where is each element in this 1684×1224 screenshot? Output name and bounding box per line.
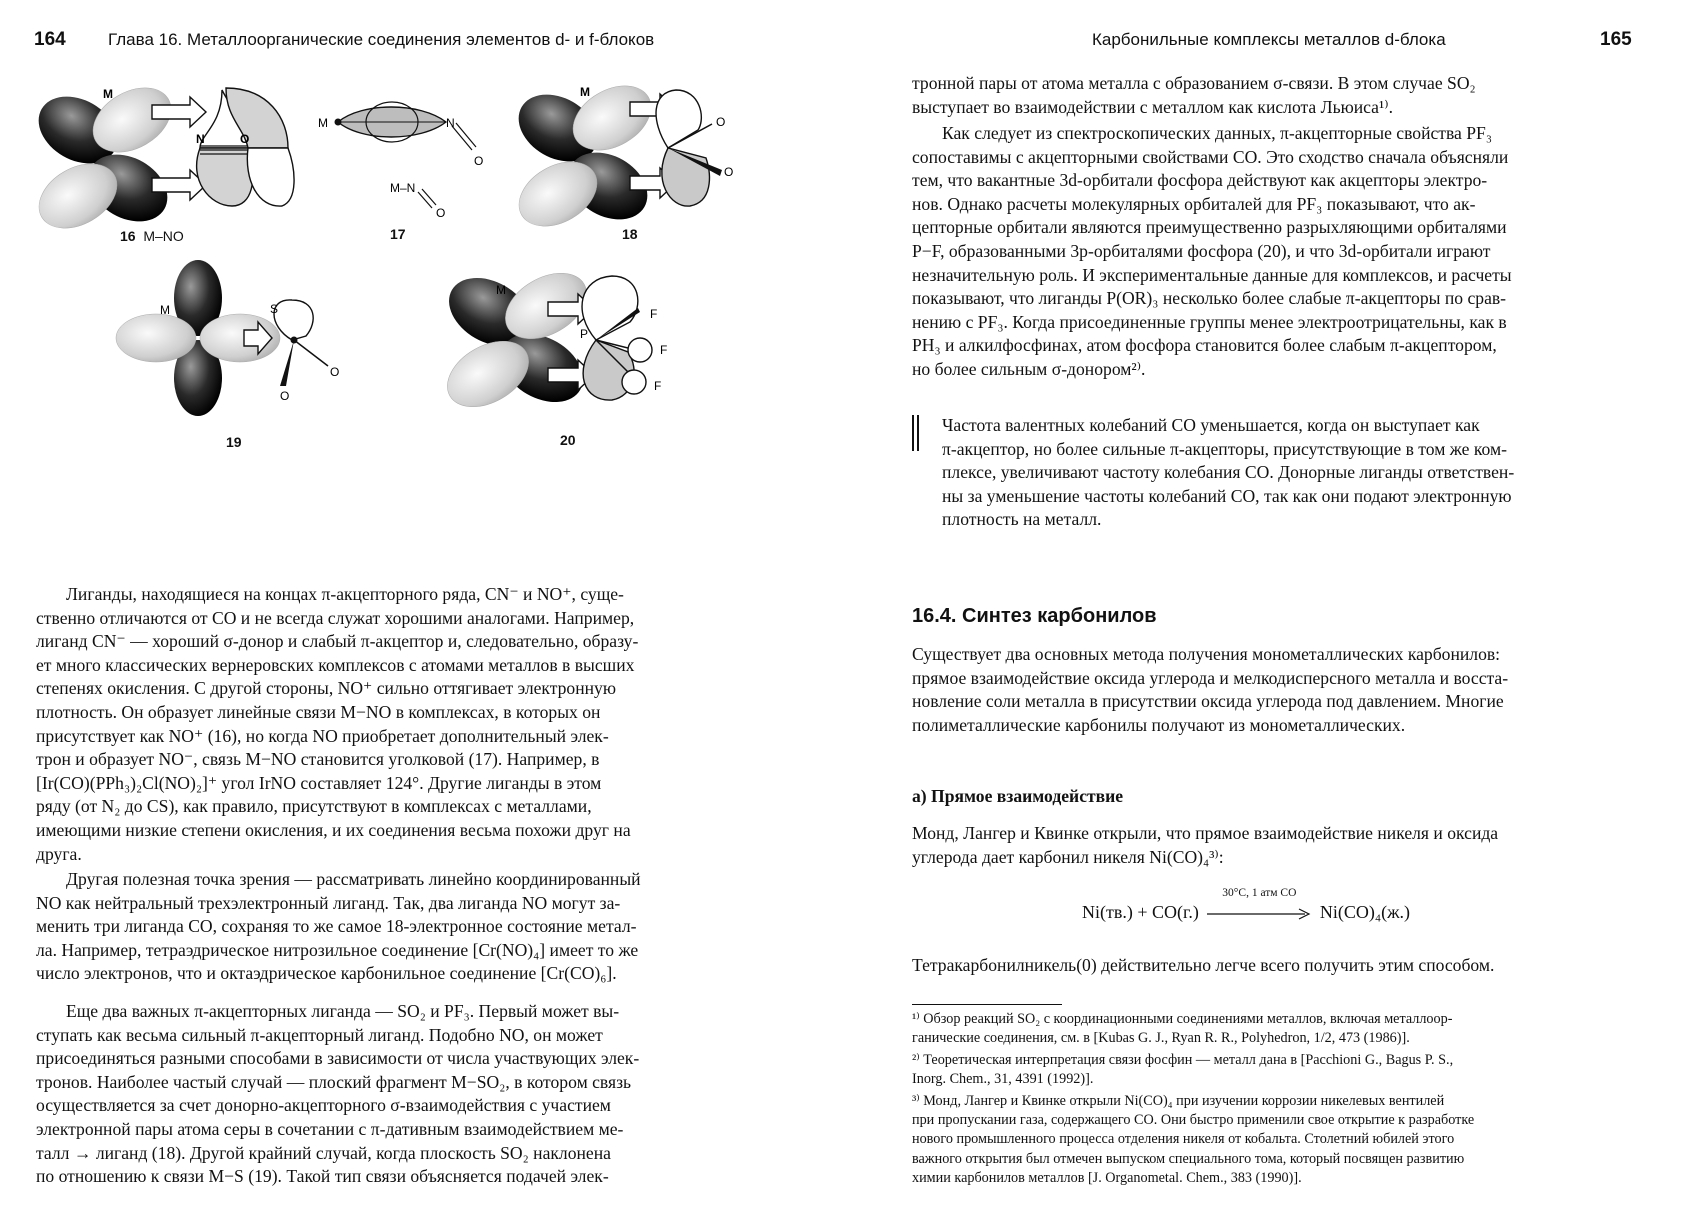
fig16-n-label: N [196,132,205,146]
text-line: присоединяться разными способами в зависимости от числа участвующих элек- [36,1048,640,1069]
fig18-o-label-2: O [724,165,734,179]
text-line: плотность. Он образует линейные связи M−NO в комплексах, в которых он [36,701,601,722]
reaction-arrow [1205,886,1313,925]
arrow-icon [1205,903,1313,925]
fig20-f-label-3: F [654,379,662,393]
footnote-1 [912,1010,1632,1048]
note-block [942,414,1630,532]
equation-reactants: Ni(тв.) + CO(г.) [1082,902,1199,922]
text-line: ет много классических вернеровских комплексов с атомами металлов в высших [36,654,635,675]
text-line: Монд, Лангер и Квинке открыли, что прямое взаимодействие никеля и оксида [912,823,1499,843]
note-bar-2 [917,415,919,451]
text-line: [Ir(CO)(PPh₃)₂Cl(NO)₂]⁺ угол IrNO составляет 124°. Другие лиганды в этом [36,772,602,793]
text-line: Лиганды, находящиеся на концах π-акцепторного ряда, CN⁻ и NO⁺, суще- [66,584,624,604]
text-line: цепторные орбитали являются преимущественно разрыхляющими орбиталями [912,217,1507,238]
fig17-caption: M–N [390,181,416,195]
text-line: Существует два основных метода получения монометаллических карбонилов: [912,644,1501,664]
text-line: полиметаллические карбонилы получают из монометаллических. [912,714,1406,735]
text-line: ²⁾ Теоретическая интерпретация связи фосфин — металл дана в [Pacchioni G., Bagus P. S., [912,1052,1454,1068]
text-line: друга. [36,843,82,864]
fig17-label: 17 [390,226,406,242]
text-line: P−F, образованными 3p-орбиталями фосфора (20), и что 3d-орбитали играют [912,240,1491,261]
text-line: показывают, что лиганды P(OR)₃ несколько более слабые π-акцепторы по срав- [912,288,1507,309]
fig16-o-label: O [240,132,250,146]
text-line: ла. Например, тетраэдрическое нитрозильное соединение [Cr(NO)₄] имеет то же [36,939,639,960]
text-line: ственно отличаются от CO и не всегда служат хорошими аналогами. Например, [36,607,635,628]
fig17-o-label: O [474,154,484,168]
fig16-metal-label: M [103,87,113,101]
figure-16 [27,75,294,241]
text-line: тронной пары от атома металла с образованием σ-связи. В этом случае SO₂ [912,73,1476,93]
text-line: Inorg. Chem., 31, 4391 (1992)]. [912,1071,1094,1088]
fig18-label: 18 [622,226,638,242]
text-line: незначительную роль. И экспериментальные данные для комплексов, и расчеты [912,264,1512,285]
right-page [842,0,1684,1224]
section-title: 16.4. Синтез карбонилов [912,605,1157,627]
text-line: прямое взаимодействие оксида углерода и мелкодисперсного металла и восста- [912,667,1509,688]
equation-products: Ni(CO)₄(ж.) [1319,902,1411,922]
reaction-condition: 30°C, 1 атм CO [1222,886,1297,899]
running-head-left: Глава 16. Металлоорганические соединения элементов d- и f-блоков [108,30,655,49]
text-line: плексе, увеличивают частоту колебания CO. Донорные лиганды ответствен- [942,462,1515,483]
text-line: Как следует из спектроскопических данных, π-акцепторные свойства PF₃ [942,123,1492,143]
text-line: Частота валентных колебаний CO уменьшается, когда он выступает как [942,415,1480,435]
text-line: π-акцептор, но более сильные π-акцепторы, присутствующие в том же ком- [942,438,1508,459]
text-line: тем, что вакантные 3d-орбитали фосфора действуют как акцепторы электро- [912,170,1488,191]
text-line: новление соли металла в присутствии оксида углерода под давлением. Многие [912,691,1504,712]
text-line: присутствует как NO⁺ (16), но когда NO приобретает дополнительный элек- [36,725,609,746]
text-line: NO как нейтральный трехэлектронный лиганд. Так, два лиганда NO могут за- [36,892,621,913]
reaction-equation [1082,886,1411,925]
text-line: степенях окисления. С другой стороны, NO⁺ сильно оттягивает электронную [36,678,616,699]
text-line: Тетракарбонилникель(0) действительно легче всего получить этим способом. [912,955,1495,975]
text-line: важного открытия был отмечен выпуском специального тома, который посвящен развитию [912,1150,1465,1167]
text-line: но более сильным σ-донором²⁾. [912,358,1146,379]
running-head-right: Карбонильные комплексы металлов d-блока [1092,30,1446,49]
page-number-left: 164 [34,29,66,50]
text-line: PH₃ и алкилфосфинах, атом фосфора становится более слабым π-акцептором, [912,335,1497,356]
note-bar-1 [912,415,914,451]
text-line: ряду (от N₂ до CS), как правило, присутствуют в комплексах с металлами, [36,796,592,817]
figure-17 [318,102,483,220]
fig18-o-label: O [716,115,726,129]
fig16-sublabel: M–NO [143,228,184,244]
fig19-label: 19 [226,434,242,450]
left-paragraph-1 [36,583,758,866]
footnote-3 [912,1092,1632,1188]
text-line: осуществляется за счет донорно-акцепторного σ-взаимодействия с участием [36,1095,611,1116]
footnote-2 [912,1051,1632,1089]
text-line: менить три лиганда CO, сохраняя то же самое 18-электронное состояние метал- [36,916,637,937]
fig17-n-label: N [446,116,455,130]
text-line: число электронов, что и октаэдрическое карбонильное соединение [Cr(CO)₆]. [36,963,617,984]
text-line: ны за уменьшение частоты колебаний CO, так как они подают электронную [942,485,1512,506]
fig19-s-label: S [270,302,279,316]
figure-19 [116,260,339,416]
text-line: ганические соединения, см. в [Kubas G. J., Ryan R. R., Polyhedron, 1/2, 473 (1986)]. [912,1030,1410,1047]
fig20-f-label-2: F [660,343,668,357]
figure-18 [507,73,734,239]
text-line: талл → лиганд (18). Другой крайний случай, когда плоскость SO₂ наклонена [36,1142,611,1163]
fig16-number: 16 [120,228,136,244]
text-line: имеющими низкие степени окисления, и их соединения весьма похожи друг на [36,819,631,840]
fig19-o-label-2: O [280,389,290,403]
text-line: электронной пары атома серы в сочетании с π-дативным взаимодействием ме- [36,1118,624,1139]
fig17-o-label-2: O [436,206,446,220]
right-paragraph-1 [912,72,1630,119]
text-line: тронов. Наиболее частый случай — плоский фрагмент M−SO₂, в котором связь [36,1071,632,1092]
fig16-label [120,228,184,244]
text-line: сопоставимы с акцепторными свойствами CO. Это сходство сначала объясняли [912,146,1509,167]
text-line: химии карбонилов металлов [J. Organometal. Chem., 383 (1990)]. [912,1169,1302,1186]
fig18-metal-label: M [580,85,590,99]
text-line: трон и образует NO⁻, связь M−NO становится уголковой (17). Например, в [36,749,600,770]
text-line: нового промышленного процесса отделения никеля от кобальта. Столетний юбилей этого [912,1131,1455,1148]
fig20-label: 20 [560,432,576,448]
text-line: нов. Однако расчеты молекулярных орбиталей для PF₃ показывают, что ак- [912,193,1476,214]
text-line: углерода дает карбонил никеля Ni(CO)₄³⁾: [912,846,1224,867]
text-line: ³⁾ Монд, Лангер и Квинке открыли Ni(CO)₄ при изучении коррозии никелевых вентилей [912,1093,1445,1109]
fig20-metal-label: M [496,283,506,297]
text-line: плотность на металл. [942,509,1102,530]
fig17-metal-label: M [318,116,328,130]
left-paragraph-2 [36,868,758,986]
text-line: выступает во взаимодействии с металлом как кислота Льюиса¹⁾. [912,96,1393,117]
text-line: по отношению к связи M−S (19). Такой тип связи объясняется подачей элек- [36,1166,609,1187]
text-line: Еще два важных π-акцепторных лиганда — SO₂ и PF₃. Первый может вы- [66,1001,620,1021]
page-number-right: 165 [1600,29,1632,50]
left-paragraph-3 [36,1000,758,1189]
figure-20 [436,260,667,420]
text-line: ¹⁾ Обзор реакций SO₂ с координационными соединениями металлов, включая металлоор- [912,1011,1453,1027]
section-intro [912,643,1630,737]
after-equation [912,954,1630,978]
fig19-metal-label: M [160,303,170,317]
text-line: Другая полезная точка зрения — рассматривать линейно координированный [66,869,641,889]
right-paragraph-2 [912,122,1630,382]
fig20-p-label: P [580,327,589,341]
text-line: ступать как весьма сильный π-акцепторный лиганд. Подобно NO, он может [36,1024,603,1045]
text-line: лиганд CN⁻ — хороший σ-донор и слабый π-акцептор и, следовательно, образу- [36,631,639,652]
fig20-f-label-1: F [650,307,658,321]
subsection-title: а) Прямое взаимодействие [912,786,1124,806]
footnote-rule [912,1004,1062,1005]
subsection-text [912,822,1630,869]
text-line: нению с PF₃. Когда присоединенные группы менее электроотрицательны, как в [912,311,1507,332]
fig19-o-label: O [330,365,340,379]
text-line: при пропускании газа, содержащего CO. Они быстро применили свое открытие к разработке [912,1112,1475,1129]
